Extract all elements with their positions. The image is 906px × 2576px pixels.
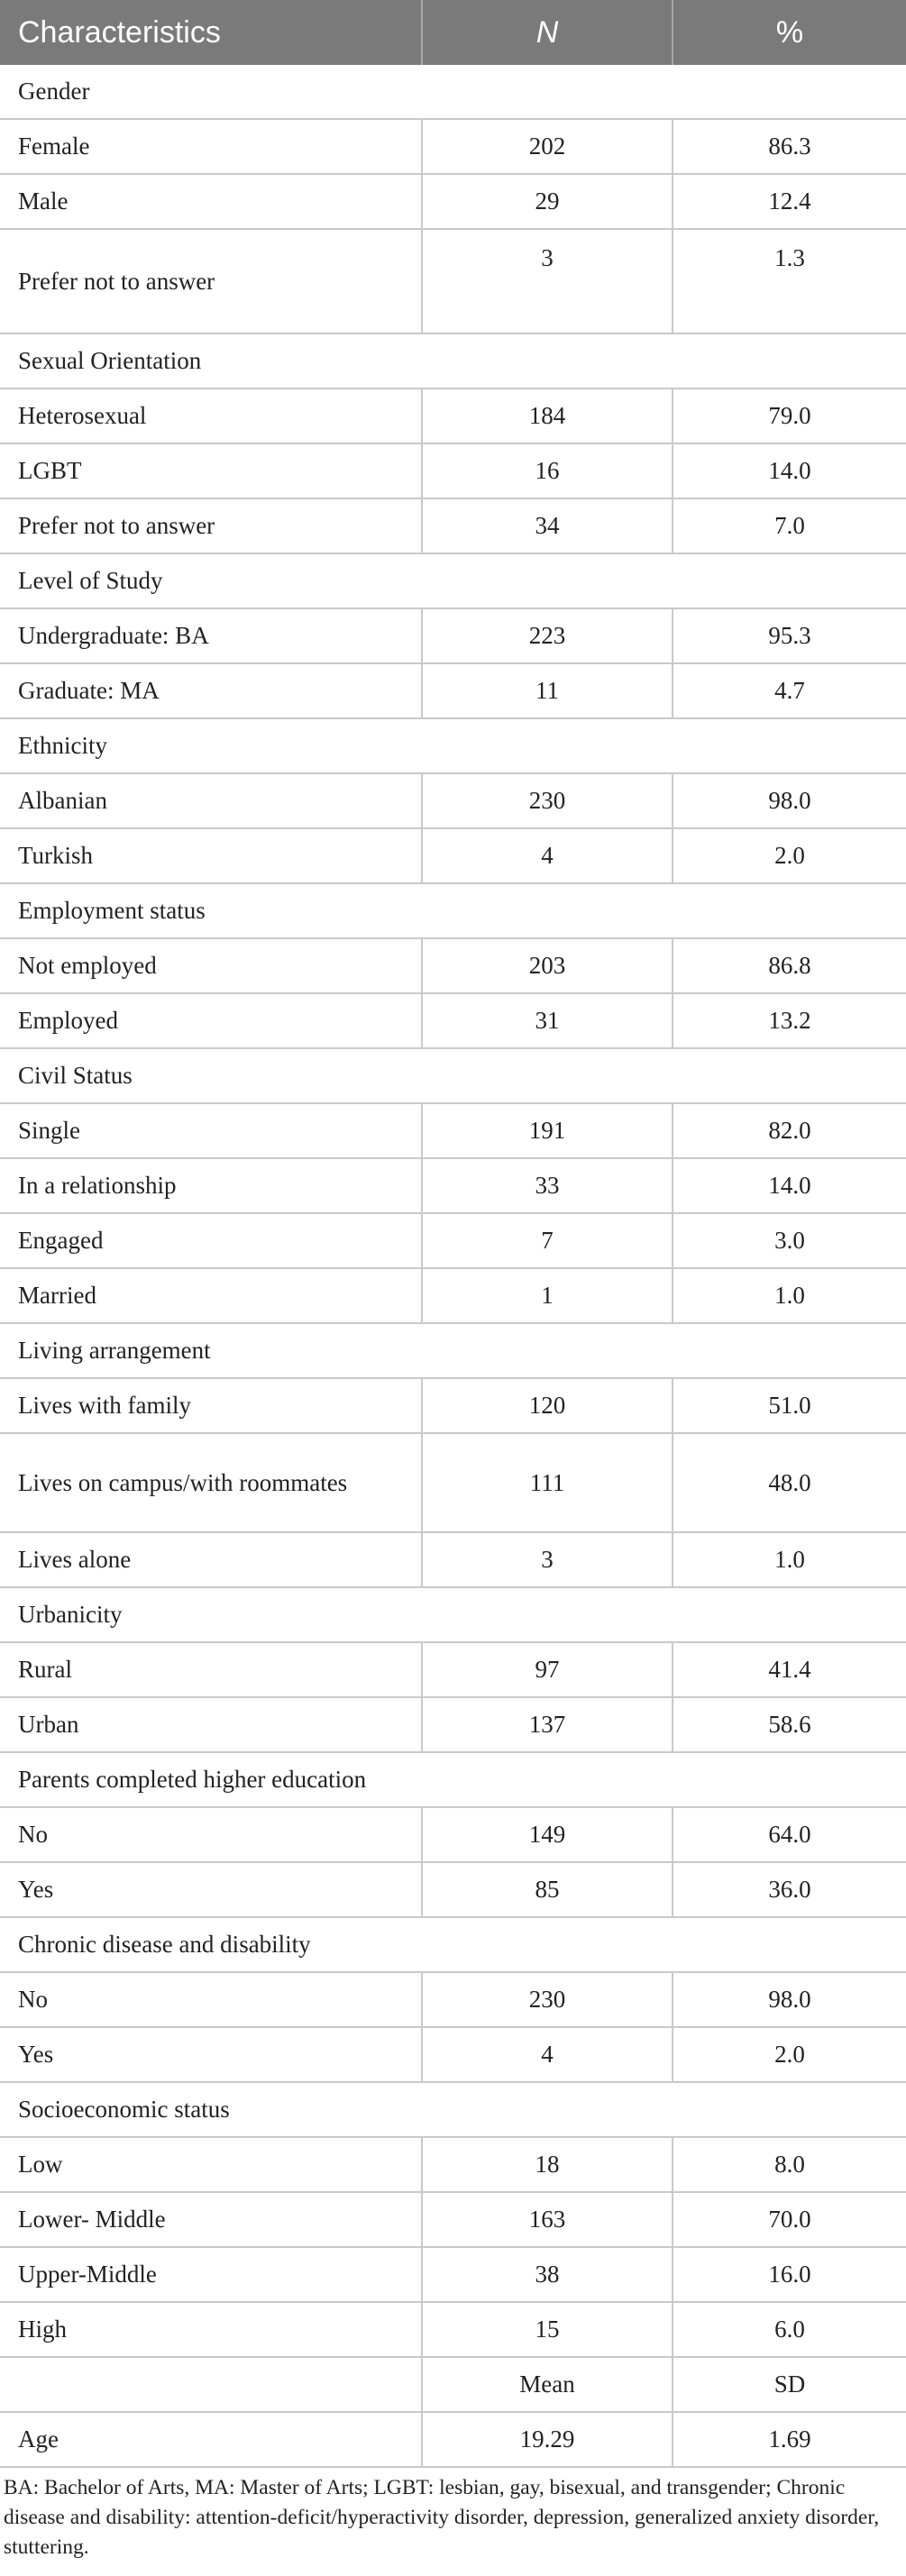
row-percent-value: SD [673, 2357, 906, 2412]
row-label: Urban [0, 1697, 422, 1752]
table-row [0, 2137, 906, 2192]
row-percent-value: 86.8 [673, 938, 906, 993]
row-n-value: 4 [422, 2027, 673, 2082]
table-row [0, 443, 906, 498]
table-row [0, 119, 906, 174]
section-label: Urbanicity [0, 1587, 906, 1642]
row-n-value: 230 [422, 773, 673, 828]
section-label: Living arrangement [0, 1323, 906, 1378]
row-label: Undergraduate: BA [0, 608, 422, 663]
row-n-value: 85 [422, 1862, 673, 1917]
header-row [0, 0, 906, 65]
table-row [0, 663, 906, 718]
row-label: Graduate: MA [0, 663, 422, 718]
row-n-value: 149 [422, 1807, 673, 1862]
row-label: Rural [0, 1642, 422, 1697]
row-label: Low [0, 2137, 422, 2192]
table-row [0, 2027, 906, 2082]
table-row [0, 1433, 906, 1532]
row-label: Prefer not to answer [0, 498, 422, 553]
section-label: Level of Study [0, 553, 906, 608]
section-row [0, 553, 906, 608]
table-row [0, 388, 906, 443]
row-percent-value: 98.0 [673, 1972, 906, 2027]
row-label: Married [0, 1268, 422, 1323]
section-label: Sexual Orientation [0, 333, 906, 388]
row-label: Yes [0, 2027, 422, 2082]
row-label: Yes [0, 1862, 422, 1917]
row-percent-value: 14.0 [673, 443, 906, 498]
row-percent-value: 7.0 [673, 498, 906, 553]
row-percent-value: 4.7 [673, 663, 906, 718]
table-row [0, 174, 906, 229]
row-percent-value: 14.0 [673, 1158, 906, 1213]
table-footnote: BA: Bachelor of Arts, MA: Master of Arts; LGBT: lesbian, gay, bisexual, and transgender; Chronic disease and disability: attention-deficit/hyperactivity disorder, depression, generalized anxiety disorder, stuttering. [4, 2476, 880, 2559]
table-body [0, 65, 906, 2467]
table-row [0, 828, 906, 883]
row-percent-value: 2.0 [673, 828, 906, 883]
row-label: Prefer not to answer [0, 229, 422, 333]
row-n-value: 29 [422, 174, 673, 229]
table-row [0, 773, 906, 828]
row-label [0, 2357, 422, 2412]
row-percent-value: 95.3 [673, 608, 906, 663]
section-row [0, 1048, 906, 1103]
row-percent-value: 86.3 [673, 119, 906, 174]
row-n-value: 7 [422, 1213, 673, 1268]
section-label: Civil Status [0, 1048, 906, 1103]
row-percent-value: 1.0 [673, 1532, 906, 1587]
row-label: Age [0, 2412, 422, 2467]
section-row [0, 65, 906, 119]
row-n-value: 18 [422, 2137, 673, 2192]
row-n-value: 3 [422, 1532, 673, 1587]
section-row [0, 718, 906, 773]
section-label: Employment status [0, 883, 906, 938]
table-row [0, 229, 906, 333]
table-row [0, 1213, 906, 1268]
row-label: Single [0, 1103, 422, 1158]
row-label: Female [0, 119, 422, 174]
table-row [0, 2247, 906, 2302]
row-n-value: 120 [422, 1378, 673, 1433]
row-n-value: 1 [422, 1268, 673, 1323]
row-n-value: 11 [422, 663, 673, 718]
row-n-value: 202 [422, 119, 673, 174]
row-label: High [0, 2302, 422, 2357]
table-header [0, 0, 906, 65]
row-label: Lives with family [0, 1378, 422, 1433]
table-row [0, 938, 906, 993]
row-n-value: 34 [422, 498, 673, 553]
row-percent-value: 98.0 [673, 773, 906, 828]
row-label: Heterosexual [0, 388, 422, 443]
row-percent-value: 3.0 [673, 1213, 906, 1268]
row-percent-value: 70.0 [673, 2192, 906, 2247]
row-label: Lives alone [0, 1532, 422, 1587]
section-row [0, 1587, 906, 1642]
table-row [0, 1642, 906, 1697]
table-row [0, 1103, 906, 1158]
section-label: Socioeconomic status [0, 2082, 906, 2137]
row-percent-value: 1.3 [673, 229, 906, 333]
row-n-value: 33 [422, 1158, 673, 1213]
table-row [0, 608, 906, 663]
row-n-value: 15 [422, 2302, 673, 2357]
row-percent-value: 79.0 [673, 388, 906, 443]
row-n-value: 97 [422, 1642, 673, 1697]
header-characteristics: Characteristics [0, 0, 422, 65]
table-row [0, 2357, 906, 2412]
row-label: LGBT [0, 443, 422, 498]
row-n-value: 223 [422, 608, 673, 663]
section-row [0, 333, 906, 388]
table-row [0, 1378, 906, 1433]
section-label: Chronic disease and disability [0, 1917, 906, 1972]
row-label: Employed [0, 993, 422, 1048]
row-percent-value: 36.0 [673, 1862, 906, 1917]
table-row [0, 1268, 906, 1323]
row-percent-value: 2.0 [673, 2027, 906, 2082]
row-label: No [0, 1972, 422, 2027]
table-row [0, 1697, 906, 1752]
row-n-value: 111 [422, 1433, 673, 1532]
row-n-value: 16 [422, 443, 673, 498]
row-n-value: 3 [422, 229, 673, 333]
row-n-value: 38 [422, 2247, 673, 2302]
row-percent-value: 13.2 [673, 993, 906, 1048]
table-row [0, 2192, 906, 2247]
row-label: Lower- Middle [0, 2192, 422, 2247]
row-percent-value: 48.0 [673, 1433, 906, 1532]
row-n-value: 19.29 [422, 2412, 673, 2467]
row-label: Lives on campus/with roommates [0, 1433, 422, 1532]
table-row [0, 2302, 906, 2357]
row-label: Upper-Middle [0, 2247, 422, 2302]
row-n-value: 163 [422, 2192, 673, 2247]
row-label: Albanian [0, 773, 422, 828]
header-n: N [422, 0, 673, 65]
table-row [0, 1807, 906, 1862]
row-n-value: 31 [422, 993, 673, 1048]
section-row [0, 1752, 906, 1807]
row-n-value: 184 [422, 388, 673, 443]
table-row [0, 498, 906, 553]
row-label: Turkish [0, 828, 422, 883]
row-label: Engaged [0, 1213, 422, 1268]
section-row [0, 1917, 906, 1972]
row-percent-value: 82.0 [673, 1103, 906, 1158]
header-percent: % [673, 0, 906, 65]
row-percent-value: 64.0 [673, 1807, 906, 1862]
section-label: Gender [0, 65, 906, 119]
section-row [0, 1323, 906, 1378]
section-row [0, 2082, 906, 2137]
table-row [0, 993, 906, 1048]
row-percent-value: 8.0 [673, 2137, 906, 2192]
row-n-value: 4 [422, 828, 673, 883]
table-row [0, 1532, 906, 1587]
row-label: Not employed [0, 938, 422, 993]
table-row [0, 1972, 906, 2027]
table-row [0, 1862, 906, 1917]
row-label: In a relationship [0, 1158, 422, 1213]
row-percent-value: 16.0 [673, 2247, 906, 2302]
row-percent-value: 58.6 [673, 1697, 906, 1752]
row-percent-value: 51.0 [673, 1378, 906, 1433]
section-row [0, 883, 906, 938]
row-n-value: Mean [422, 2357, 673, 2412]
section-label: Parents completed higher education [0, 1752, 906, 1807]
table-row [0, 2412, 906, 2467]
row-n-value: 230 [422, 1972, 673, 2027]
row-percent-value: 1.69 [673, 2412, 906, 2467]
row-percent-value: 41.4 [673, 1642, 906, 1697]
row-label: Male [0, 174, 422, 229]
row-percent-value: 12.4 [673, 174, 906, 229]
row-label: No [0, 1807, 422, 1862]
row-percent-value: 6.0 [673, 2302, 906, 2357]
table-row [0, 1158, 906, 1213]
row-n-value: 203 [422, 938, 673, 993]
section-label: Ethnicity [0, 718, 906, 773]
row-n-value: 137 [422, 1697, 673, 1752]
row-percent-value: 1.0 [673, 1268, 906, 1323]
row-n-value: 191 [422, 1103, 673, 1158]
